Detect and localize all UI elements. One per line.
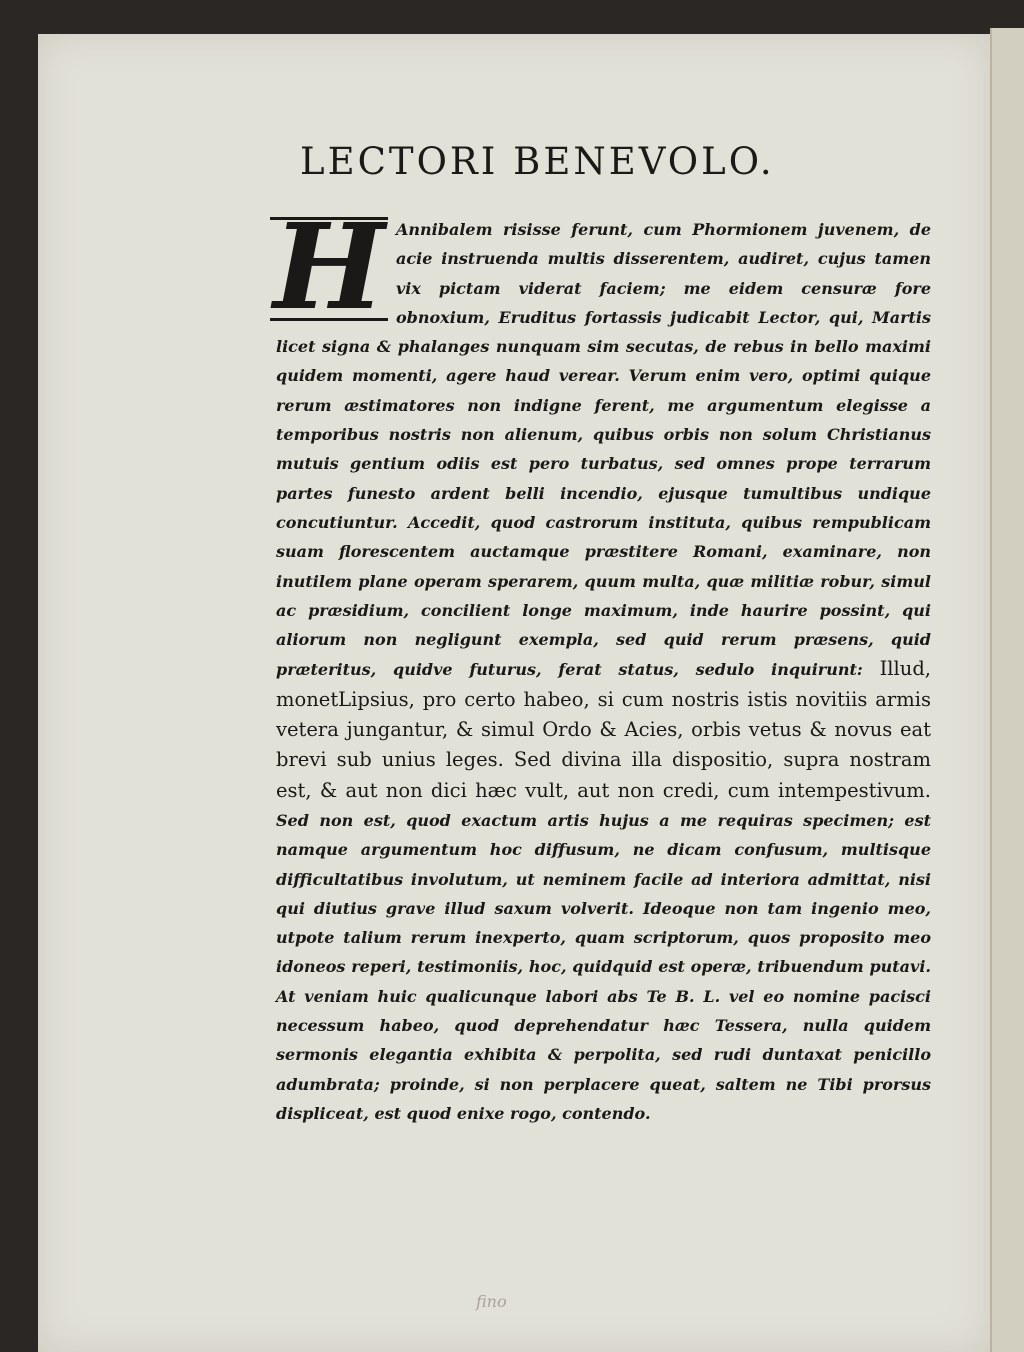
- preface-paragraph: [276, 215, 931, 1128]
- faint-footer-mark: fino: [476, 1292, 507, 1311]
- preface-text-italic-2: Sed non est, quod exactum artis hujus a me requiras specimen; est namque argumentum hoc diffusum, ne dicam confusum, multisque difficultatibus involutum, ut neminem facile ad interiora admittat, nisi qui diutius grave illud saxum volverit. Ideoque non tam ingenio meo, utpote talium rerum inexperto, quam scriptorum, quos proposito meo idoneos reperi, testimoniis, hoc, quidquid est operæ, tribuendum putavi. At veniam huic qualicunque labori abs Te B. L. vel eo nomine pacisci necessum habeo, quod deprehendatur hæc Tessera, nulla quidem sermonis elegantia exhibita & perpolita, sed rudi duntaxat penicillo adumbrata; proinde, si non perplacere queat, saltem ne Tibi prorsus displiceat, est quod enixe rogo, contendo.: [276, 810, 931, 1123]
- next-page-edge: [990, 28, 1024, 1352]
- preface-text-roman: Illud, monetLipsius, pro certo habeo, si cum nostris istis novitiis armis vetera jungantur, & simul Ordo & Acies, orbis vetus & novus eat brevi sub unius leges. Sed divina illa dispositio, supra nostram est, & aut non dici hæc vult, aut non credi, cum intempestivum.: [276, 657, 931, 802]
- preface-text-italic-1: Annibalem risisse ferunt, cum Phormionem juvenem, de acie instruenda multis disserentem, audiret, cujus tamen vix pictam viderat faciem; me eidem censuræ fore obnoxium, Eruditus fortassis judicabit Lector, qui, Martis licet signa & phalanges nunquam sim secutas, de rebus in bello maximi quidem momenti, agere haud verear. Verum enim vero, optimi quique rerum æstimatores non indigne ferent, me argumentum elegisse a temporibus nostris non alienum, quibus orbis non solum Christianus mutuis gentium odiis est pero turbatus, sed omnes prope terrarum partes funesto ardent belli incendio, ejusque tumultibus undique concutiuntur. Accedit, quod castrorum instituta, quibus rempublicam suam florescentem auctamque præstitere Romani, examinare, non inutilem plane operam sperarem, quum multa, quæ militiæ robur, simul ac præsidium, concilient longe maximum, inde haurire possint, qui aliorum non negligunt exempla, sed quid rerum præsens, quid præteritus, quidve futurus, ferat status, sedulo inquirunt:: [276, 220, 931, 680]
- page-title: LECTORI BENEVOLO.: [300, 140, 775, 183]
- drop-cap-initial: H: [270, 217, 388, 321]
- preface-text-block: [273, 215, 931, 1128]
